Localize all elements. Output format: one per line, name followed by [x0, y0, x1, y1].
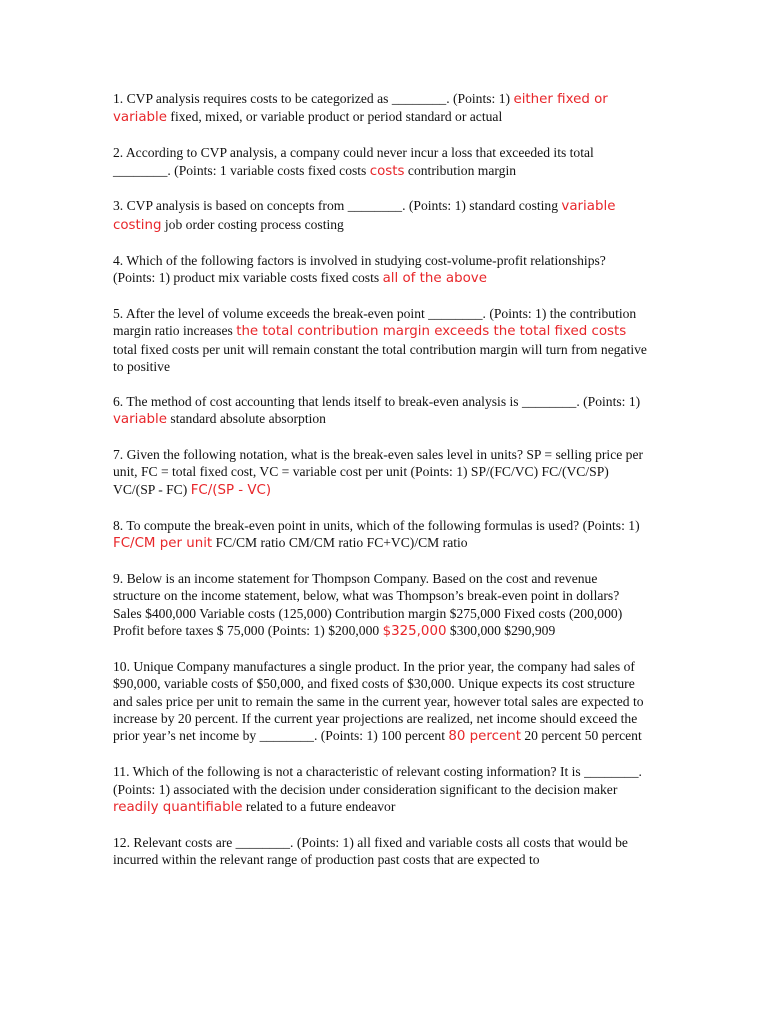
- question-text: 11. Which of the following is not a characteristic of relevant costing information? It is ________. (Points: 1) associated with the decision under consideration significant to the decision maker: [113, 764, 642, 797]
- answer-highlight: FC/CM per unit: [113, 536, 213, 552]
- answer-highlight: variable costing: [113, 199, 616, 233]
- question-3: [113, 197, 648, 234]
- question-text: 4. Which of the following factors is involved in studying cost-volume-profit relationships? (Points: 1) product mix variable costs fixed costs: [113, 252, 606, 286]
- question-text: 12. Relevant costs are ________. (Points: 1) all fixed and variable costs all costs that would be incurred within the relevant range of production past costs that are expected to: [113, 834, 628, 868]
- question-5: [113, 305, 648, 376]
- question-7: [113, 446, 648, 499]
- answer-highlight: FC/(SP - VC): [190, 482, 272, 498]
- answer-highlight: costs: [369, 163, 405, 179]
- question-text: related to a future endeavor: [242, 799, 396, 815]
- question-text: total fixed costs per unit will remain constant the total contribution margin will turn from negative to positive: [113, 341, 647, 375]
- question-text: FC/CM ratio CM/CM ratio FC+VC)/CM ratio: [212, 535, 468, 551]
- document-page: [113, 90, 648, 886]
- answer-highlight: the total contribution margin exceeds the total fixed costs: [236, 324, 627, 340]
- answer-highlight: all of the above: [382, 271, 487, 287]
- question-text: 7. Given the following notation, what is the break-even sales level in units? SP = selling price per unit, FC = total fixed cost, VC = variable cost per unit (Points: 1) SP/(FC/VC) FC/(VC/SP) VC/(SP - FC): [113, 447, 644, 497]
- question-9: [113, 570, 648, 641]
- answer-highlight: variable: [113, 412, 168, 428]
- answer-highlight: $325,000: [382, 624, 447, 640]
- answer-highlight: 80 percent: [448, 729, 521, 745]
- question-text: 6. The method of cost accounting that lends itself to break-even analysis is ________. (Points: 1): [113, 393, 641, 409]
- question-text: 20 percent 50 percent: [520, 728, 642, 744]
- question-11: [113, 763, 648, 816]
- question-text: standard absolute absorption: [167, 411, 326, 427]
- question-text: $300,000 $290,909: [446, 623, 556, 639]
- question-text: contribution margin: [404, 162, 517, 178]
- question-8: [113, 517, 648, 553]
- question-text: 1. CVP analysis requires costs to be categorized as ________. (Points: 1): [113, 91, 514, 106]
- question-2: [113, 144, 648, 180]
- question-text: 8. To compute the break-even point in units, which of the following formulas is used? (Points: 1): [113, 517, 640, 533]
- question-text: 9. Below is an income statement for Thompson Company. Based on the cost and revenue structure on the income statement, below, what was Thompson’s break-even point in dollars? Sales $400,000 Variable costs (125,000) Contribution margin $275,000 Fixed costs (200,000) Profit before taxes $ 75,000 (Points: 1) $200,000: [113, 570, 623, 639]
- answer-highlight: either fixed or variable: [113, 92, 608, 126]
- question-text: 10. Unique Company manufactures a single product. In the prior year, the company had sales of $90,000, variable costs of $50,000, and fixed costs of $30,000. Unique expects its cost structure and sales price per unit to remain the same in the current year, however total sales are expected to increase by 20 percent. If the current year projections are realized, net income should exceed the prior year’s net income by ________. (Points: 1) 100 percent: [113, 658, 644, 744]
- question-text: 3. CVP analysis is based on concepts from ________. (Points: 1) standard costing: [113, 198, 562, 214]
- answer-highlight: readily quantifiable: [113, 800, 243, 816]
- question-text: 5. After the level of volume exceeds the break-even point ________. (Points: 1) the contribution margin ratio increases: [113, 305, 637, 339]
- question-text: 2. According to CVP analysis, a company could never incur a loss that exceeded its total ________. (Points: 1 variable costs fixed costs: [113, 145, 594, 178]
- question-text: fixed, mixed, or variable product or period standard or actual: [167, 109, 503, 125]
- question-text: job order costing process costing: [161, 216, 344, 232]
- question-10: [113, 658, 648, 746]
- question-4: [113, 252, 648, 288]
- question-1: [113, 90, 648, 127]
- question-12: [113, 834, 648, 869]
- question-6: [113, 393, 648, 429]
